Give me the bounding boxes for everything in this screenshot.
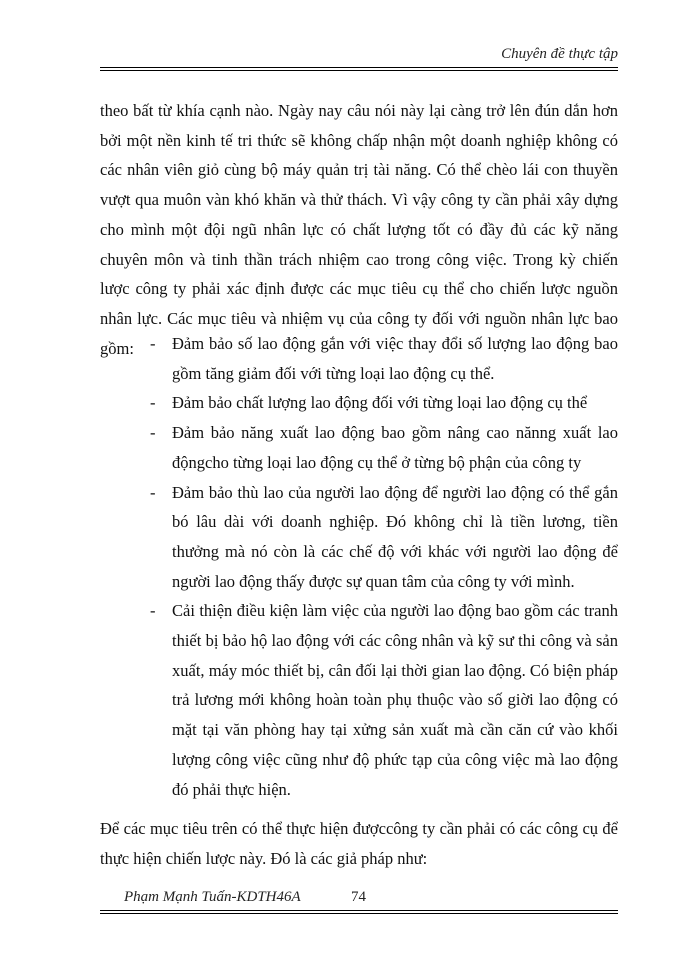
bullet-dash: - — [150, 334, 156, 353]
list-item — [150, 388, 618, 418]
list-item — [150, 478, 618, 597]
header-rule — [100, 67, 618, 71]
bullet-dash: - — [150, 393, 156, 413]
conclusion-paragraph: Để các mục tiêu trên có thể thực hiện đượccông ty cần phải có các công cụ để thực hiện chiến lược này. Đó là các giả pháp như: — [100, 819, 618, 868]
intro-paragraph: theo bất từ khía cạnh nào. Ngày nay câu nói này lại càng trở lên đún dắn hơn bởi một nền kinh tế tri thức sẽ không chấp nhận một doanh nghiệp không có các nhân viên giỏ cùng bộ máy quản trị tài năng. Có thể chèo lái con thuyền vượt qua muôn vàn khó khăn và thử thách. Vì vậy công ty cần phải xây dựng cho mình một đội ngũ nhân lực có chất lượng tốt có đầy đủ các kỹ năng chuyên môn và tinh thần trách nhiệm cao trong công việc. Trong kỳ chiến lược công ty phải xác định được các mục tiêu cụ thể cho chiến lược nguồn nhân lực. Các mục tiêu và nhiệm vụ của công ty đối với nguồn nhân lực bao gồm: — [100, 101, 618, 358]
list-item — [150, 596, 618, 804]
objectives-list — [150, 329, 618, 804]
list-item-text: Đảm bảo số lao động gắn với việc thay đổi số lượng lao động bao gồm tăng giảm đối với từng loại lao động cụ thể. — [172, 334, 618, 383]
list-item-text: Cải thiện điều kiện làm việc của người lao động bao gồm các tranh thiết bị bảo hộ lao động với các công nhân và kỹ sư thi công và sản xuất, máy móc thiết bị, cân đối lại thời gian lao động. Có biện pháp trả lương mới không hoàn toàn phụ thuộc vào số giời lao động có mặt tại văn phòng hay tại xửng sản xuất mà cần căn cứ vào khối lượng công việc cũng như độ phức tạp của công việc mà lao động đó phải thực hiện. — [172, 601, 618, 799]
list-item-text: Đảm bảo thù lao của người lao động để người lao động có thể gắn bó lâu dài với doanh nghiệp. Đó không chỉ là tiền lương, tiền thưởng mà nó còn là các chế độ với khác với người lao động để người lao động thấy được sự quan tâm của công ty với mình. — [172, 482, 618, 591]
bullet-dash: - — [150, 482, 156, 502]
list-item — [150, 418, 618, 477]
list-item — [150, 329, 618, 388]
footer-author: Phạm Mạnh Tuấn-KDTH46A — [124, 889, 301, 905]
bullet-dash: - — [150, 423, 156, 443]
bullet-dash: - — [150, 601, 156, 621]
list-item-text: Đảm bảo năng xuất lao động bao gồm nâng cao nănng xuất lao độngcho từng loại lao động cụ thể ở từng bộ phận của công ty — [172, 423, 618, 472]
page-number: 74 — [351, 889, 366, 905]
header-title: Chuyên đề thực tập — [501, 46, 618, 62]
list-item-text: Đảm bảo chất lượng lao động đối với từng loại lao động cụ thể — [172, 393, 588, 413]
footer-rule — [100, 910, 618, 914]
